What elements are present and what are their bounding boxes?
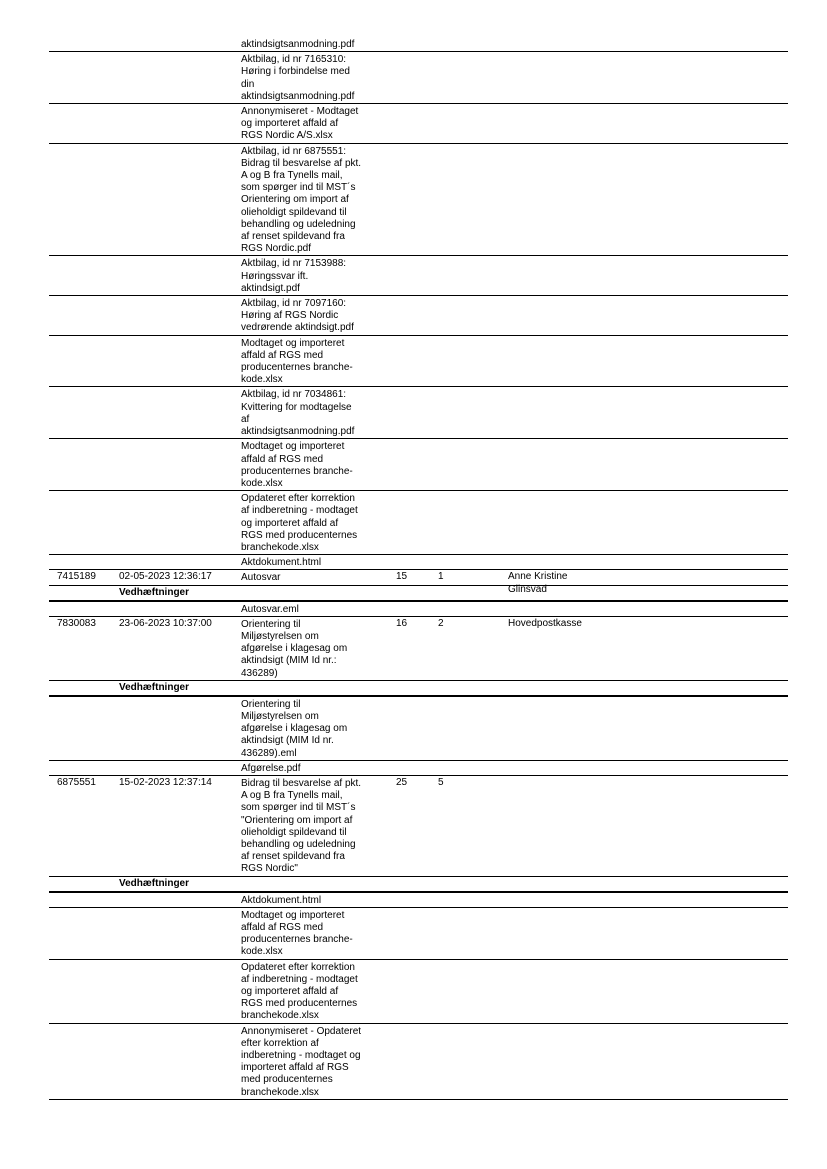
page-count: 15 [396,571,408,583]
attachment-row [49,296,788,336]
document-title: Autosvar [241,572,281,584]
attachment-row [49,387,788,439]
attachment-row [49,336,788,388]
attachment-filename: Modtaget og importeret affald af RGS med producenternes branche- kode.xlsx [241,441,353,489]
attachment-row [49,761,788,776]
document-id: 6875551 [57,776,96,788]
document-table [49,37,788,1100]
attachment-filename: Autosvar.eml [241,603,299,615]
document-date: 02-05-2023 12:36:17 [119,571,212,583]
attachments-label: Vedhæftninger [119,877,190,889]
document-id: 7830083 [57,617,96,629]
attachment-row [49,104,788,144]
attachment-filename: Aktbilag, id nr 7097160: Høring af RGS Nordic vedrørende aktindsigt.pdf [241,298,354,334]
document-date: 23-06-2023 10:37:00 [119,617,212,629]
attachment-row [49,144,788,257]
page-count: 16 [396,617,408,629]
sender-name: Hovedpostkasse [508,617,582,629]
attachment-row [49,602,788,617]
document-title: Orientering til Miljøstyrelsen om afgørelse i klagesag om aktindsigt (MIM Id nr.: 436289) [241,618,348,679]
attachments-header-row [49,877,788,893]
attachment-row [49,555,788,570]
attachment-filename: Aktdokument.html [241,557,322,569]
attachments-label: Vedhæftninger [119,586,190,598]
attachment-row [49,908,788,960]
attachment-filename: Annonymiseret - Opdateret efter korrektion af indberetning - modtaget og importeret affald af RGS med producenternes branchekode.xlsx [241,1025,362,1098]
attachment-row [49,37,788,52]
attachment-row [49,1024,788,1100]
attachment-filename: Aktbilag, id nr 7034861: Kvittering for modtagelse af aktindsigtsanmodning.pdf [241,389,355,438]
sender-name: Anne Kristine Glinsvad [508,571,568,595]
attachment-row [49,491,788,555]
attachments-header-row [49,681,788,697]
attachment-filename: Aktbilag, id nr 7153988: Høringssvar ift. aktindsigt.pdf [241,258,347,294]
attachment-count: 5 [438,776,444,788]
attachment-row [49,893,788,908]
attachment-row [49,697,788,761]
attachment-row [49,52,788,104]
attachment-filename: Orientering til Miljøstyrelsen om afgørelse i klagesag om aktindsigt (MIM Id nr. 436289).eml [241,698,348,759]
attachment-filename: Aktdokument.html [241,894,322,906]
document-date: 15-02-2023 12:37:14 [119,776,212,788]
attachment-filename: aktindsigtsanmodning.pdf [241,39,355,50]
attachments-header-row [49,586,788,602]
attachment-filename: Afgørelse.pdf [241,762,301,774]
attachment-count: 2 [438,617,444,629]
attachment-filename: Modtaget og importeret affald af RGS med producenternes branche- kode.xlsx [241,337,353,386]
attachment-filename: Aktbilag, id nr 6875551: Bidrag til besvarelse af pkt. A og B fra Tynells mail, som spørger ind til MST´s Orientering om import af olieholdigt spildevand til behandling og udeledning af renset spildevand fra RGS Nordic.pdf [241,145,362,255]
document-row [49,617,788,681]
document-id: 7415189 [57,571,96,583]
document-title: Bidrag til besvarelse af pkt. A og B fra Tynells mail, som spørger ind til MST´s "Orientering om import af olieholdigt spildevand til behandling og udeledning af renset spildevand fra RGS Nordic" [241,777,362,875]
attachment-row [49,439,788,491]
page-count: 25 [396,776,408,788]
attachment-filename: Annonymiseret - Modtaget og importeret affald af RGS Nordic A/S.xlsx [241,106,359,142]
attachment-count: 1 [438,571,444,583]
attachment-row [49,960,788,1024]
attachment-filename: Opdateret efter korrektion af indberetning - modtaget og importeret affald af RGS med producenternes branchekode.xlsx [241,961,358,1022]
attachment-filename: Modtaget og importeret affald af RGS med producenternes branche- kode.xlsx [241,909,353,958]
attachments-label: Vedhæftninger [119,681,190,693]
document-row [49,776,788,877]
attachment-row [49,256,788,296]
attachment-filename: Opdateret efter korrektion af indberetning - modtaget og importeret affald af RGS med producenternes branchekode.xlsx [241,493,358,553]
attachment-filename: Aktbilag, id nr 7165310: Høring i forbindelse med din aktindsigtsanmodning.pdf [241,54,355,102]
